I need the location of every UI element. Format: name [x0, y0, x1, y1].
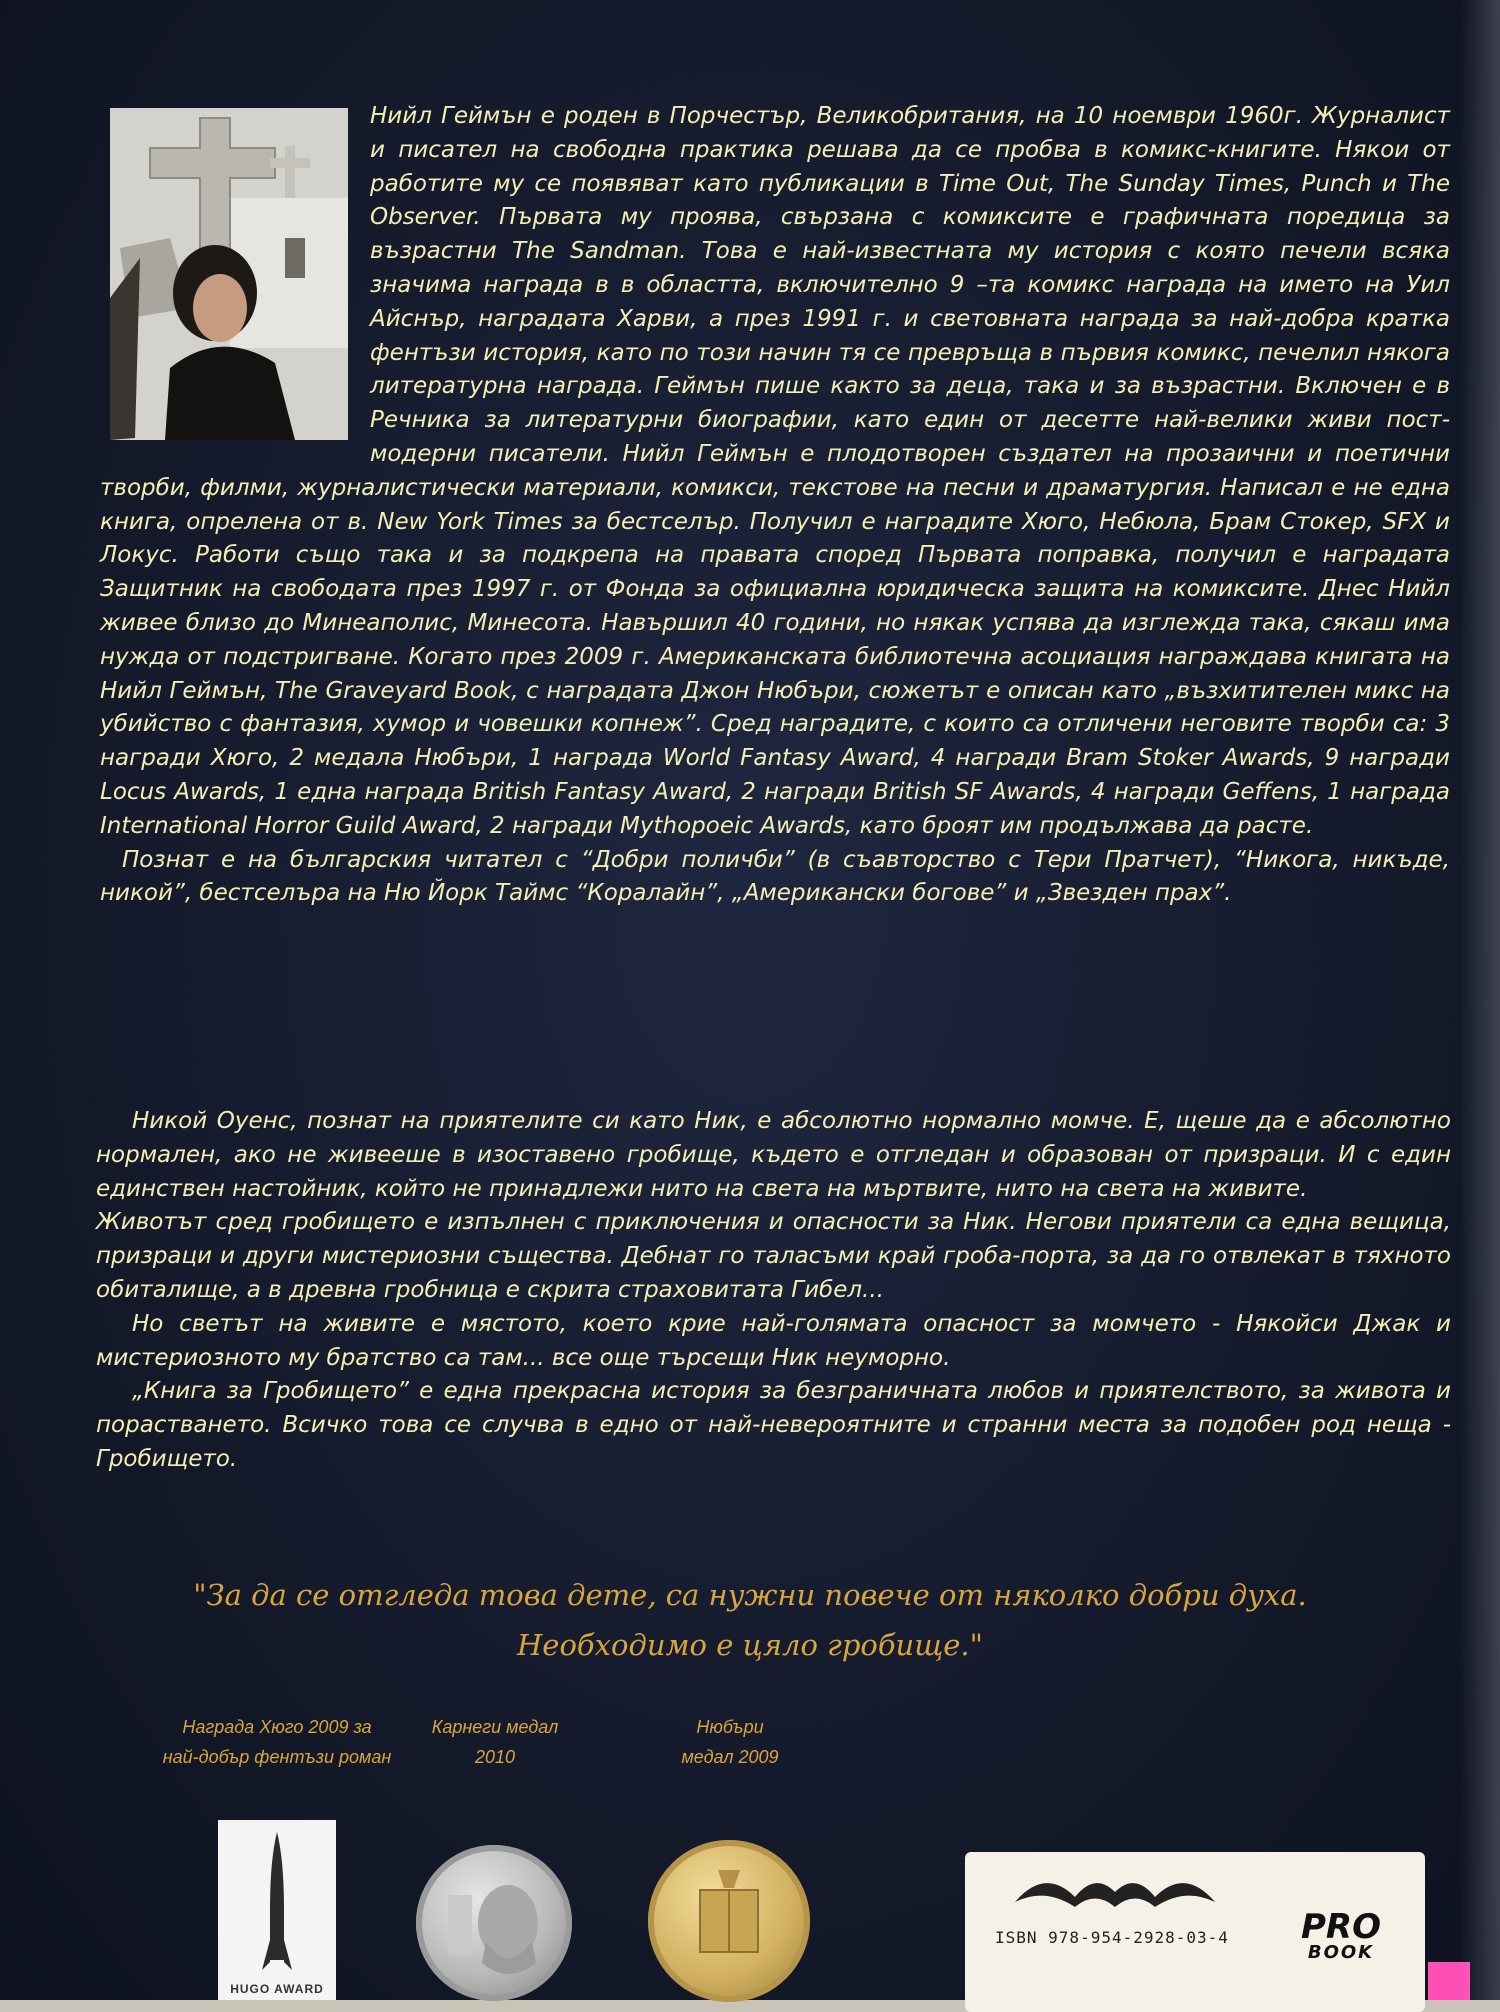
- book-synopsis: [96, 1105, 1451, 1477]
- photo-spacer: [100, 100, 370, 445]
- ornament-icon: [1005, 1862, 1225, 1922]
- synopsis-paragraph-3: Но светът на живите е мястото, което крие най-голямата опасност за момчето - Някойси Джак и мистериозното му братство са там... все още търсещи Ник неуморно.: [96, 1310, 1451, 1371]
- price-tag: [1428, 1962, 1470, 2000]
- author-biography: [100, 100, 1450, 911]
- isbn-number: ISBN 978-954-2928-03-4: [995, 1928, 1229, 1947]
- barcode-sticker: [965, 1852, 1425, 2012]
- synopsis-paragraph-2: Животът сред гробището е изпълнен с приключения и опасности за Ник. Негови приятели са една вещица, призраци и други мистериозни същества. Дебнат го таласъми край гроба-порта, за да го отвлекат в тяхното обиталище, а в древна гробница е скрита страховитата Гибел...: [96, 1209, 1451, 1303]
- synopsis-paragraph-1: Никой Оуенс, познат на приятелите си като Ник, е абсолютно нормално момче. Е, щеше да е абсолютно нормален, ако не живееше в изоставено гробище, където е отгледан и образован от призраци. И с един единствен настойник, който не принадлежи нито на света на мъртвите, нито на света на живите.: [96, 1108, 1451, 1202]
- hugo-award-label: Награда Хюго 2009 за най-добър фентъзи роман: [162, 1717, 392, 1767]
- quote-line-1: "За да се отгледа това дете, са нужни повече от няколко добри духа.: [193, 1578, 1307, 1612]
- carnegie-medal-label: Карнеги медал 2010: [431, 1717, 559, 1767]
- publisher-logo: [1287, 1907, 1395, 1963]
- hugo-award-logo: [218, 1820, 336, 2000]
- biography-text: Нийл Геймън е роден в Порчестър, Великобритания, на 10 ноември 1960г. Журналист и писател на свободна практика решава да се пробва в комикс-книгите. Някои от работите му се появяват като публикации в Time Out, The Sunday Times, Punch и The Observer. Първата му проява, свързана с комиксите е графичната поредица за възрастни The Sandman. Това е най-известната му история с която печели всяка значима награда в в областта, включително 9 –та комикс награда на името на Уил Айснър, наградата Харви, а през 1991 г. и световната награда за най-добра кратка фентъзи история, като по този начин тя се превръща в първия комикс, печелил някога литературна награда. Геймън пише както за деца, така и за възрастни. Включен е в Речника за литературни биографии, като един от десетте най-велики живи пост-модерни писатели. Нийл Геймън е плодотворен създател на прозаични и поетични творби, филми, журналистически материали, комикси, текстове на песни и драматургия. Написал е не една книга, опрелена от в. New York Times за бестселър. Получил е наградите Хюго, Небюла, Брам Стокер, SFX и Локус. Работи също така и за подкрепа на правата според Първата поправка, получил е наградата Защитник на свободата през 1997 г. от Фонда за официална юридическа защита на комиксите. Днес Нийл живее близо до Минеаполис, Минесота. Навършил 40 години, но някак успява да изглежда така, сякаш има нужда от подстригване. Когато през 2009 г. Американската библиотечна асоциация награждава книгата на Нийл Геймън, The Graveyard Book, с наградата Джон Нюбъри, сюжетът е описан като „възхитителен микс на убийство с фантазия, хумор и човешки копнеж”. Сред наградите, с които са отличени неговите творби са: 3 награди Хюго, 2 медала Нюбъри, 1 награда World Fantasy Award, 4 награди Bram Stoker Awards, 9 награди Locus Awards, 1 една награда British Fantasy Award, 2 награди British SF Awards, 4 награди Geffens, 1 награда International Horror Guild Award, 2 награди Mythopoeic Awards, като броят им продължава да расте.: [100, 103, 1450, 839]
- publisher-logo-book: BOOK: [1307, 1942, 1375, 1963]
- newbery-medal: [648, 1840, 810, 2002]
- publisher-logo-pro: PRO: [1300, 1907, 1381, 1947]
- rocket-icon: [218, 1820, 336, 1980]
- quote-line-2: Необходимо е цяло гробище.": [517, 1628, 983, 1662]
- tagline-quote: [150, 1570, 1350, 1670]
- hugo-logo-text: HUGO AWARD: [230, 1982, 324, 1996]
- carnegie-portrait-icon: [416, 1845, 572, 2001]
- known-for-text: Познат е на българския читател с “Добри поличби” (в съавторство с Тери Пратчет), “Никога, никъде, никой”, бестселъра на Ню Йорк Таймс “Коралайн”, „Американски богове” и „Звезден прах”.: [100, 846, 1450, 907]
- newbery-book-icon: [648, 1840, 810, 2002]
- carnegie-medal: [416, 1845, 572, 2001]
- newbery-medal-label: Нюбъри медал 2009: [681, 1717, 779, 1767]
- synopsis-paragraph-4: „Книга за Гробището” е една прекрасна история за безграничната любов и приятелството, за живота и порастването. Всичко това се случва в едно от най-невероятните и странни места за подобен род неща - Гробището.: [96, 1378, 1451, 1472]
